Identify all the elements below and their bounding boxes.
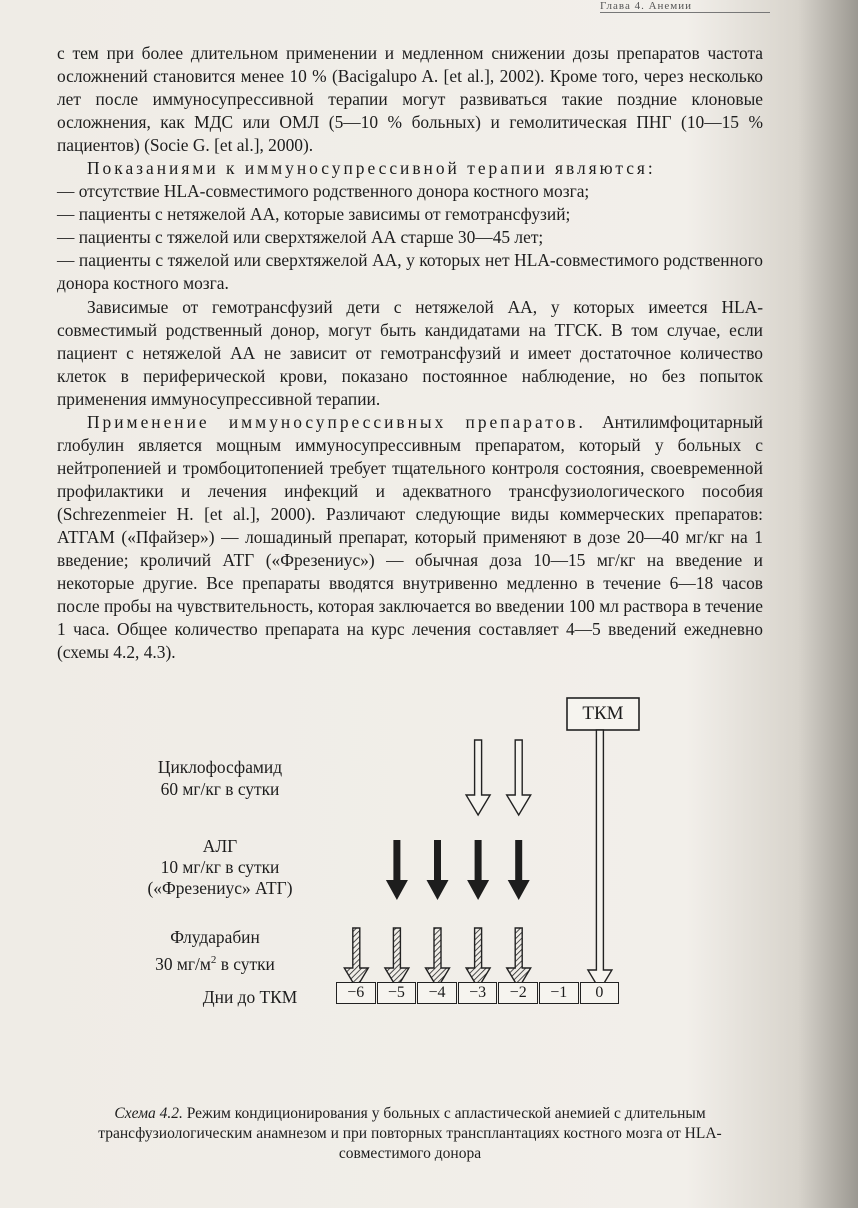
body-text — [57, 42, 763, 664]
drugs-heading: Применение иммуносупрессивных препаратов. — [87, 411, 586, 432]
tkm-arrow — [588, 730, 612, 990]
alg-arrow — [386, 840, 408, 900]
days-label: Дни до ТКМ — [202, 987, 298, 1007]
fludarabine-label — [125, 926, 305, 976]
scheme-arrows — [0, 690, 858, 1110]
scheme-caption — [60, 1104, 760, 1164]
cyclophosphamide-dose: 60 мг/кг в сутки — [160, 779, 280, 799]
day-cell: −1 — [539, 982, 579, 1004]
alg-dose: 10 мг/кг в сутки — [160, 857, 280, 877]
cyclophosphamide-arrow — [507, 740, 531, 815]
fludarabine-arrow — [385, 928, 409, 988]
arrow-layer — [344, 730, 612, 990]
day-cell: −4 — [417, 982, 457, 1004]
indication-item: — пациенты с тяжелой или сверхтяжелой АА старше 30—45 лет; — [57, 227, 544, 248]
fludarabine-arrow — [466, 928, 490, 988]
fludarabine-dose: 30 $мг/м^2$ в сутки — [155, 953, 275, 974]
indications-heading-text: Показаниями к иммуносупрессивной терапии являются: — [87, 158, 656, 179]
conditioning-scheme — [0, 690, 858, 1150]
alg-arrow — [508, 840, 530, 900]
alg-arrow — [467, 840, 489, 900]
fludarabine-arrow — [344, 928, 368, 988]
alg-name: АЛГ — [202, 836, 238, 856]
day-cell: −2 — [498, 982, 538, 1004]
alg-brand: («Фрезениус» АТГ) — [147, 878, 293, 898]
fludarabine-arrow — [507, 928, 531, 988]
day-cell: 0 — [580, 982, 620, 1004]
cyclophosphamide-arrow — [466, 740, 490, 815]
day-cell: −6 — [336, 982, 376, 1004]
running-head: Глава 4. Анемии — [600, 0, 770, 13]
cyclophosphamide-name: Циклофосфамид — [157, 757, 283, 777]
indication-item: — пациенты с тяжелой или сверхтяжелой АА, у которых нет HLA-совместимого родственного донора костного мозга. — [57, 250, 763, 294]
paragraph-3: Зависимые от гемотрансфузий дети с нетяжелой АА, у которых имеется HLA-совместимый родственный донор, могут быть кандидатами на ТГСК. В том случае, если пациент с нетяжелой АА не зависит от гемотрансфузий и имеет достаточное количество клеток в периферической крови, показано постоянное наблюдение, но без попыток применения иммуносупрессивной терапии. — [57, 296, 763, 409]
paragraph-4 — [57, 411, 763, 665]
cyclophosphamide-label — [130, 756, 310, 800]
paragraph-4-text: Антилимфоцитарный глобулин является мощным иммуносупрессивным препаратом, который у больных с нейтропенией и тромбоцитопенией требует тщательного контроля состояния, своевременной профилактики и лечения инфекций и адекватного трансфузиологического пособия (Schrezenmeier H. [et al.], 2000). Различают следующие виды коммерческих препаратов: АТГАМ («Пфайзер») — лошадиный препарат, который применяют в дозе 20—40 мг/кг на 1 введение; кроличий АТГ («Фрезениус») — обычная доза 10—15 мг/кг на введение и некоторые другие. Все препараты вводятся внутривенно медленно в течение 6—18 часов после пробы на чувствительность, которая заключается во введении 100 мл раствора в течение 1 часа. Общее количество препарата на курс лечения составляет 4—5 введений ежедневно (схемы 4.2, 4.3). — [57, 411, 763, 663]
fludarabine-arrow — [426, 928, 450, 988]
day-cell: −3 — [458, 982, 498, 1004]
caption-label: Схема 4.2. — [114, 1105, 183, 1122]
caption-text: Режим кондиционирования у больных с апластической анемией с длительным трансфузиологическим анамнезом и при повторных трансплантациях костного мозга от HLA-совместимого донора — [98, 1105, 722, 1162]
fludarabine-name: Флударабин — [170, 927, 260, 947]
alg-arrow — [427, 840, 449, 900]
indications-heading — [57, 157, 763, 180]
paragraph-1: с тем при более длительном применении и медленном снижении дозы препаратов частота осложнений становится менее 10 % (Bacigalupo A. [et al.], 2002). Кроме того, через несколько лет после иммуносупрессивной терапии могут развиваться такие поздние клоновые осложнения, как МДС или ОМЛ (5—10 % больных) и гемолитическая ПНГ (10—15 % пациентов) (Socie G. [et al.], 2000). — [57, 43, 763, 156]
tkm-box-label: ТКМ — [582, 703, 624, 724]
indication-item: — пациенты с нетяжелой АА, которые зависимы от гемотрансфузий; — [57, 204, 571, 225]
alg-label — [130, 836, 310, 899]
day-cell: −5 — [377, 982, 417, 1004]
indication-item: — отсутствие HLA-совместимого родственного донора костного мозга; — [57, 181, 590, 202]
